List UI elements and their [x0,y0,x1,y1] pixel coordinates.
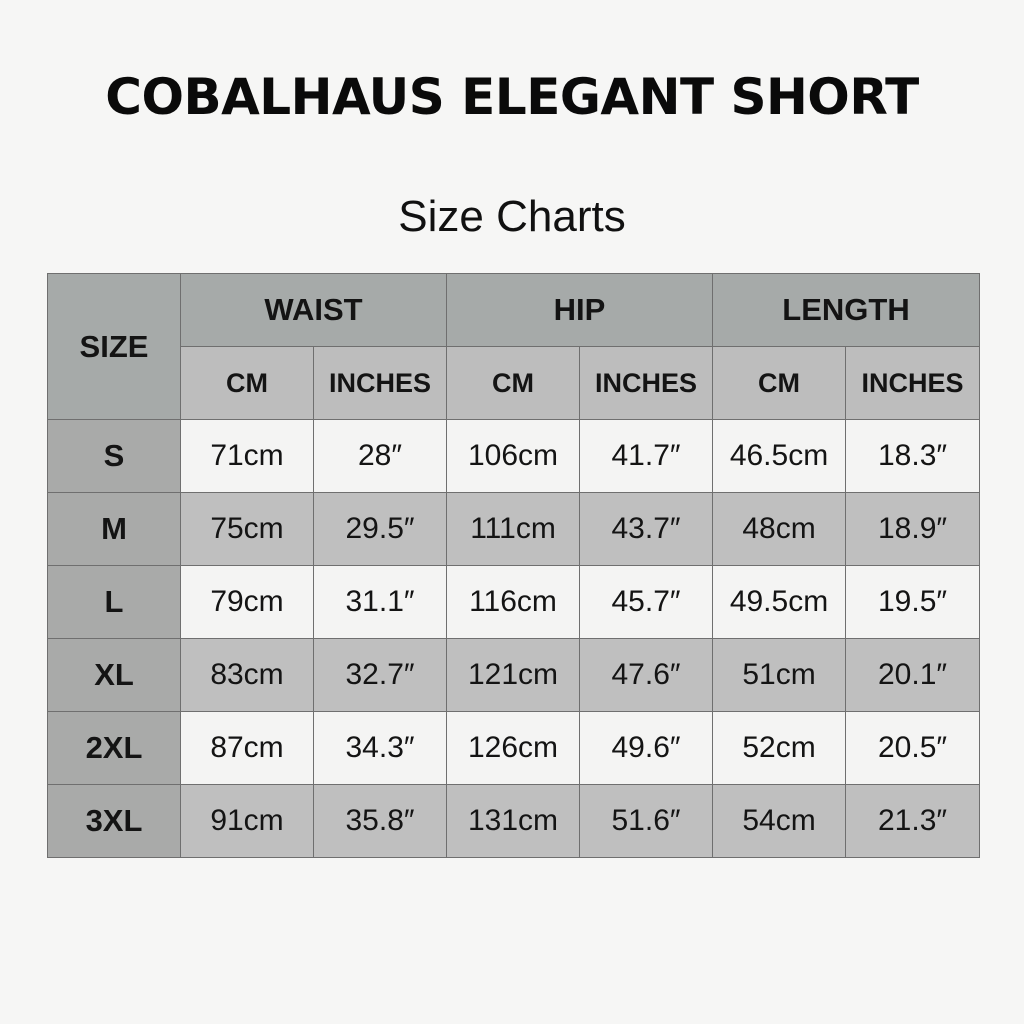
waist-cm-cell: 75cm [181,493,314,566]
hip-cm-cell: 106cm [447,420,580,493]
length-cm-cell: 51cm [713,639,846,712]
length-inches-header: INCHES [846,347,980,420]
waist-cm-cell: 83cm [181,639,314,712]
waist-group-header: WAIST [181,274,447,347]
header-unit-row [48,347,980,420]
waist-inches-cell: 35.8″ [314,785,447,858]
size-label: 3XL [48,785,181,858]
length-cm-cell: 46.5cm [713,420,846,493]
length-inches-cell: 18.3″ [846,420,980,493]
size-label: XL [48,639,181,712]
length-cm-header: CM [713,347,846,420]
waist-inches-header: INCHES [314,347,447,420]
size-label: S [48,420,181,493]
length-inches-cell: 19.5″ [846,566,980,639]
length-inches-cell: 18.9″ [846,493,980,566]
size-label: 2XL [48,712,181,785]
page-title: COBALHAUS ELEGANT SHORT [105,68,919,126]
waist-cm-header: CM [181,347,314,420]
length-group-header: LENGTH [713,274,980,347]
length-cm-cell: 52cm [713,712,846,785]
table-row [48,493,980,566]
hip-inches-cell: 43.7″ [580,493,713,566]
length-cm-cell: 48cm [713,493,846,566]
hip-cm-header: CM [447,347,580,420]
waist-cm-cell: 87cm [181,712,314,785]
table-row [48,420,980,493]
hip-inches-header: INCHES [580,347,713,420]
length-inches-cell: 20.1″ [846,639,980,712]
waist-cm-cell: 71cm [181,420,314,493]
hip-inches-cell: 51.6″ [580,785,713,858]
header-group-row [48,274,980,347]
length-inches-cell: 20.5″ [846,712,980,785]
table-row [48,639,980,712]
length-inches-cell: 21.3″ [846,785,980,858]
hip-cm-cell: 116cm [447,566,580,639]
hip-group-header: HIP [447,274,713,347]
size-column-header: SIZE [48,274,181,420]
table-row [48,785,980,858]
length-cm-cell: 49.5cm [713,566,846,639]
size-label: M [48,493,181,566]
waist-cm-cell: 79cm [181,566,314,639]
length-cm-cell: 54cm [713,785,846,858]
waist-inches-cell: 28″ [314,420,447,493]
hip-inches-cell: 47.6″ [580,639,713,712]
waist-inches-cell: 31.1″ [314,566,447,639]
waist-cm-cell: 91cm [181,785,314,858]
hip-inches-cell: 41.7″ [580,420,713,493]
size-label: L [48,566,181,639]
waist-inches-cell: 29.5″ [314,493,447,566]
hip-cm-cell: 131cm [447,785,580,858]
page-subtitle: Size Charts [398,192,626,241]
table-row [48,712,980,785]
size-chart-table [47,273,980,858]
hip-inches-cell: 49.6″ [580,712,713,785]
hip-cm-cell: 121cm [447,639,580,712]
waist-inches-cell: 32.7″ [314,639,447,712]
hip-cm-cell: 126cm [447,712,580,785]
table-row [48,566,980,639]
hip-cm-cell: 111cm [447,493,580,566]
waist-inches-cell: 34.3″ [314,712,447,785]
hip-inches-cell: 45.7″ [580,566,713,639]
